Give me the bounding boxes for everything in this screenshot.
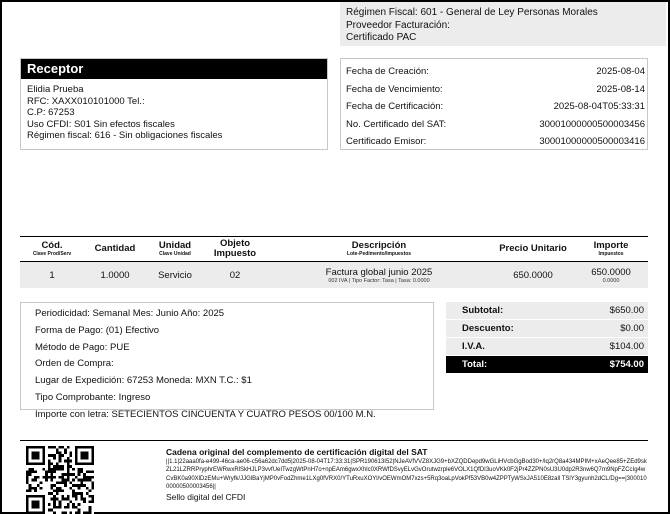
header-cantidad (84, 244, 146, 254)
totals-box (446, 302, 648, 374)
header-unidad-label: Unidad (158, 240, 192, 251)
date-row-cert-emisor (341, 133, 647, 151)
cell-importe-text: 650.0000 (591, 266, 631, 278)
date-label: No. Certificado del SAT: (346, 118, 447, 130)
receptor-box (20, 58, 328, 150)
date-label: Fecha de Vencimiento: (346, 83, 443, 95)
cell-precio: 650.0000 (513, 269, 553, 281)
header-importe-label: Importe (593, 240, 629, 251)
detail-periodicidad: Periodicidad: Semanal Mes: Junio Año: 2025 (35, 308, 225, 319)
cell-importe-sub: 0.0000 (602, 277, 620, 284)
issuer-regimen: Régimen Fiscal: 601 - General de Ley Personas Morales (346, 7, 598, 18)
detail-lugar: Lugar de Expedición: 67253 Moneda: MXN T.C.: $1 (35, 375, 252, 387)
cadena-text: ||1.1|22aaa0fa-e499-46ca-ae06-c56a62dc7dd5|2025-08-04T17:33:31|SPR190613I52|NJeAVfVVZ8XJG9+bXZQDDepd9wGLiHVcbGgBod30+/lq2rQ8a434MPIM+xAeQee85+ZEd9skZL21LZRRPryphrEWRwxRlSkHJLP3vvfUeITwzgWtPnH7o+npEAm6gwxXhlc0XRWfDSvyELvGvOrutwzrple6VOLX1QfDI3uoVKk0F2jPr4ZZPN0sU3U0dp2R3nw6Q7m9NpFZCcIg4wCvBK0a90XlDzEMu+Wryfk/JJGlBaYjMP0vFodZhme1LXg0fVRX0/YTuRxuXOYl/vOEWmOM7xzs+5Rq3oaLpVokPf53VB0w4ZPPTyWSxJA510E8zall TSlY3gyunh2dCL/Dg==|30001000000500003456|| (166, 459, 647, 491)
cell-descripcion-text: Factura global junio 2025 (325, 266, 433, 278)
payment-details (20, 302, 434, 420)
header-precio (492, 244, 574, 254)
issuer-info (340, 2, 666, 46)
date-row-certificacion (341, 98, 647, 116)
receptor-uso-cfdi: Uso CFDI: S01 Sin efectos fiscales (27, 118, 175, 130)
receptor-rfc: RFC: XAXX010101000 Tel.: (27, 95, 145, 107)
total-value: $0.00 (620, 323, 644, 334)
total-row-iva (446, 338, 648, 355)
date-value: 30001000000500003456 (539, 118, 645, 130)
date-row-vencimiento (341, 81, 647, 99)
receptor-regimen: Régimen fiscal: 616 - Sin obligaciones fiscales (27, 130, 223, 141)
date-value: 2025-08-04T05:33:31 (553, 101, 645, 112)
total-row-descuento (446, 320, 648, 337)
date-value: 30001000000500003416 (539, 136, 645, 147)
receptor-title: Receptor (21, 59, 327, 79)
detail-forma-pago: Forma de Pago: (01) Efectivo (35, 324, 160, 336)
total-row-subtotal (446, 302, 648, 319)
cell-descripcion-sub: 002 IVA | Tipo Factor: Tasa | Tasa: 0.0000 (328, 277, 430, 284)
total-value: $104.00 (609, 341, 644, 352)
qr-code-icon (26, 446, 94, 514)
header-clave-sub: Clave Prod/Serv (32, 251, 72, 257)
header-importe (574, 241, 648, 257)
date-label: Fecha de Creación: (346, 66, 429, 77)
date-label: Certificado Emisor: (346, 136, 427, 147)
cell-importe (574, 267, 648, 284)
receptor-name: Elidia Prueba (27, 84, 84, 95)
header-descripcion-label: Descripción (351, 240, 407, 251)
cadena-title: Cadena original del complemento de certificación digital del SAT (166, 447, 428, 457)
total-value: $754.00 (609, 359, 644, 370)
header-precio-label: Precio Unitario (499, 243, 567, 254)
total-label: Descuento: (462, 323, 514, 334)
detail-orden: Orden de Compra: (35, 358, 114, 370)
cell-cantidad: 1.0000 (100, 269, 130, 281)
total-label: Subtotal: (462, 305, 504, 316)
section-divider (20, 440, 648, 441)
total-label: I.V.A. (462, 341, 485, 352)
issuer-certificado: Certificado PAC (346, 32, 417, 43)
header-clave (20, 241, 84, 257)
issuer-proveedor: Proveedor Facturación: (346, 19, 450, 31)
receptor-cp: C.P: 67253 (27, 107, 75, 118)
sello-title: Sello digital del CFDI (166, 491, 246, 502)
header-clave-label: Cód. (41, 240, 63, 251)
header-objeto (204, 239, 266, 259)
cell-objeto: 02 (229, 269, 241, 281)
detail-metodo-pago: Método de Pago: PUE (35, 341, 130, 353)
table-row (20, 262, 648, 288)
header-importe-sub: Impuestos (598, 251, 624, 257)
date-value: 2025-08-14 (596, 83, 645, 95)
date-row-creacion (341, 63, 647, 81)
date-row-cert-sat (341, 116, 647, 134)
date-label: Fecha de Certificación: (346, 101, 444, 112)
items-header (20, 236, 648, 262)
dates-box (340, 58, 648, 150)
items-table (20, 236, 648, 288)
header-unidad-sub: Clave Unidad (159, 251, 191, 257)
total-row-total (446, 356, 648, 373)
total-label: Total: (462, 359, 488, 370)
header-objeto-label: Objeto Impuesto (213, 238, 257, 259)
cell-descripcion (266, 267, 492, 284)
header-unidad (146, 241, 204, 257)
header-descripcion-sub: Lote-Pedimento/Impuestos (346, 251, 412, 257)
total-value: $650.00 (609, 305, 644, 316)
cell-clave: 1 (49, 269, 55, 281)
date-value: 2025-08-04 (596, 66, 645, 77)
cadena-original (166, 447, 648, 502)
detail-importe-letra: Importe con letra: SETECIENTOS CINCUENTA Y CUATRO PESOS 00/100 M.N. (35, 408, 376, 420)
header-cantidad-label: Cantidad (94, 243, 136, 254)
detail-tipo: Tipo Comprobante: Ingreso (35, 391, 151, 403)
cell-unidad: Servicio (158, 269, 192, 281)
header-descripcion (266, 241, 492, 257)
